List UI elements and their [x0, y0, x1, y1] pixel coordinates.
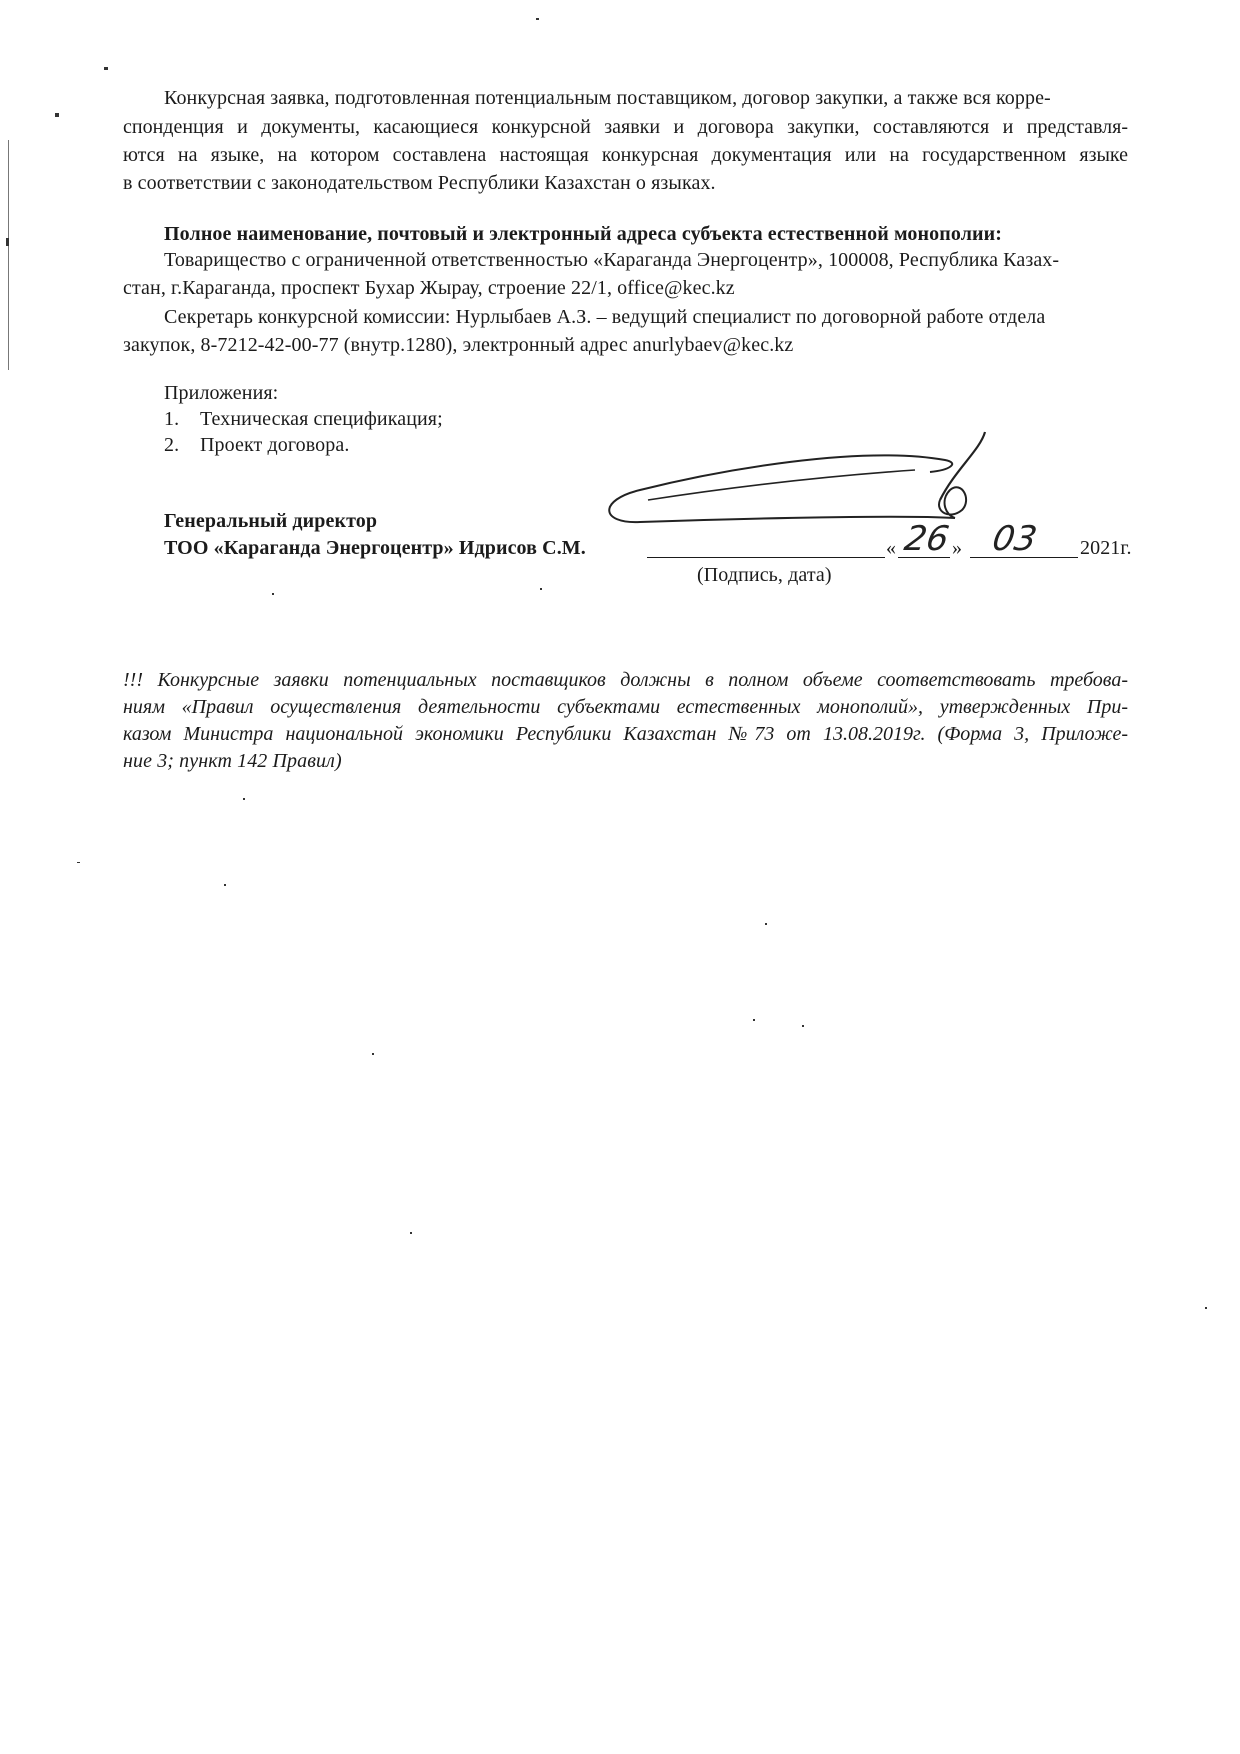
- scan-speck: [243, 798, 245, 800]
- note-line: казом Министра национальной экономики Республики Казахстан №73 от 13.08.2019г. (Форма 3, Приложе-: [123, 723, 1128, 745]
- body-line: в соответствии с законодательством Республики Казахстан о языках.: [123, 172, 716, 194]
- body-line: спонденция и документы, касающиеся конкурсной заявки и договора закупки, составляются и представля-: [123, 116, 1128, 138]
- body-line: Конкурсная заявка, подготовленная потенциальным поставщиком, договор закупки, а также вся корре-: [164, 87, 1051, 109]
- signer-company-name: ТОО «Караганда Энергоцентр» Идрисов С.М.: [164, 537, 586, 559]
- scan-speck: [272, 593, 274, 595]
- scan-speck: [55, 113, 59, 117]
- scan-speck: [1205, 1307, 1207, 1309]
- body-line: ются на языке, на котором составлена настоящая конкурсная документация или на государственном языке: [123, 144, 1128, 166]
- entity-address-line: стан, г.Караганда, проспект Бухар Жырау, строение 22/1, office@kec.kz: [123, 277, 735, 299]
- attachment-number: 2.: [164, 434, 180, 456]
- signature-caption: (Подпись, дата): [697, 564, 832, 586]
- scan-speck: [372, 1053, 374, 1055]
- date-month-handwritten: 03: [989, 519, 1040, 559]
- scan-speck: [802, 1025, 804, 1027]
- attachment-item: Проект договора.: [200, 434, 350, 456]
- handwritten-signature: [0, 0, 1240, 600]
- note-line: ние 3; пункт 142 Правил): [123, 750, 342, 772]
- scan-speck: [6, 238, 9, 246]
- signer-position: Генеральный директор: [164, 510, 378, 532]
- scan-speck: [536, 18, 539, 20]
- attachments-title: Приложения:: [164, 382, 279, 404]
- date-year: 2021г.: [1080, 537, 1132, 559]
- entity-heading: Полное наименование, почтовый и электронный адреса субъекта естественной монополии:: [164, 223, 1003, 245]
- scan-speck: [104, 67, 108, 70]
- date-day-handwritten: 26: [901, 519, 952, 559]
- scan-edge-mark: [8, 140, 9, 370]
- date-quote-open: «: [886, 537, 897, 559]
- scan-speck: [410, 1232, 412, 1234]
- secretary-line: Секретарь конкурсной комиссии: Нурлыбаев А.З. – ведущий специалист по договорной работе отдела: [164, 306, 1046, 328]
- scan-speck: [540, 588, 542, 590]
- attachment-number: 1.: [164, 408, 180, 430]
- scan-speck: [765, 923, 767, 925]
- date-quote-close: »: [952, 537, 963, 559]
- scan-speck: [224, 884, 226, 886]
- note-line: ниям «Правил осуществления деятельности субъектами естественных монополий», утвержденных При-: [123, 696, 1128, 718]
- note-line: !!! Конкурсные заявки потенциальных поставщиков должны в полном объеме соответствовать требова-: [123, 669, 1128, 691]
- attachment-item: Техническая спецификация;: [200, 408, 443, 430]
- scan-speck: [753, 1019, 755, 1021]
- scan-speck: [77, 862, 80, 863]
- entity-address-line: Товарищество с ограниченной ответственностью «Караганда Энергоцентр», 100008, Республика Казах-: [164, 249, 1060, 271]
- secretary-line: закупок, 8-7212-42-00-77 (внутр.1280), электронный адрес anurlybaev@kec.kz: [123, 334, 794, 356]
